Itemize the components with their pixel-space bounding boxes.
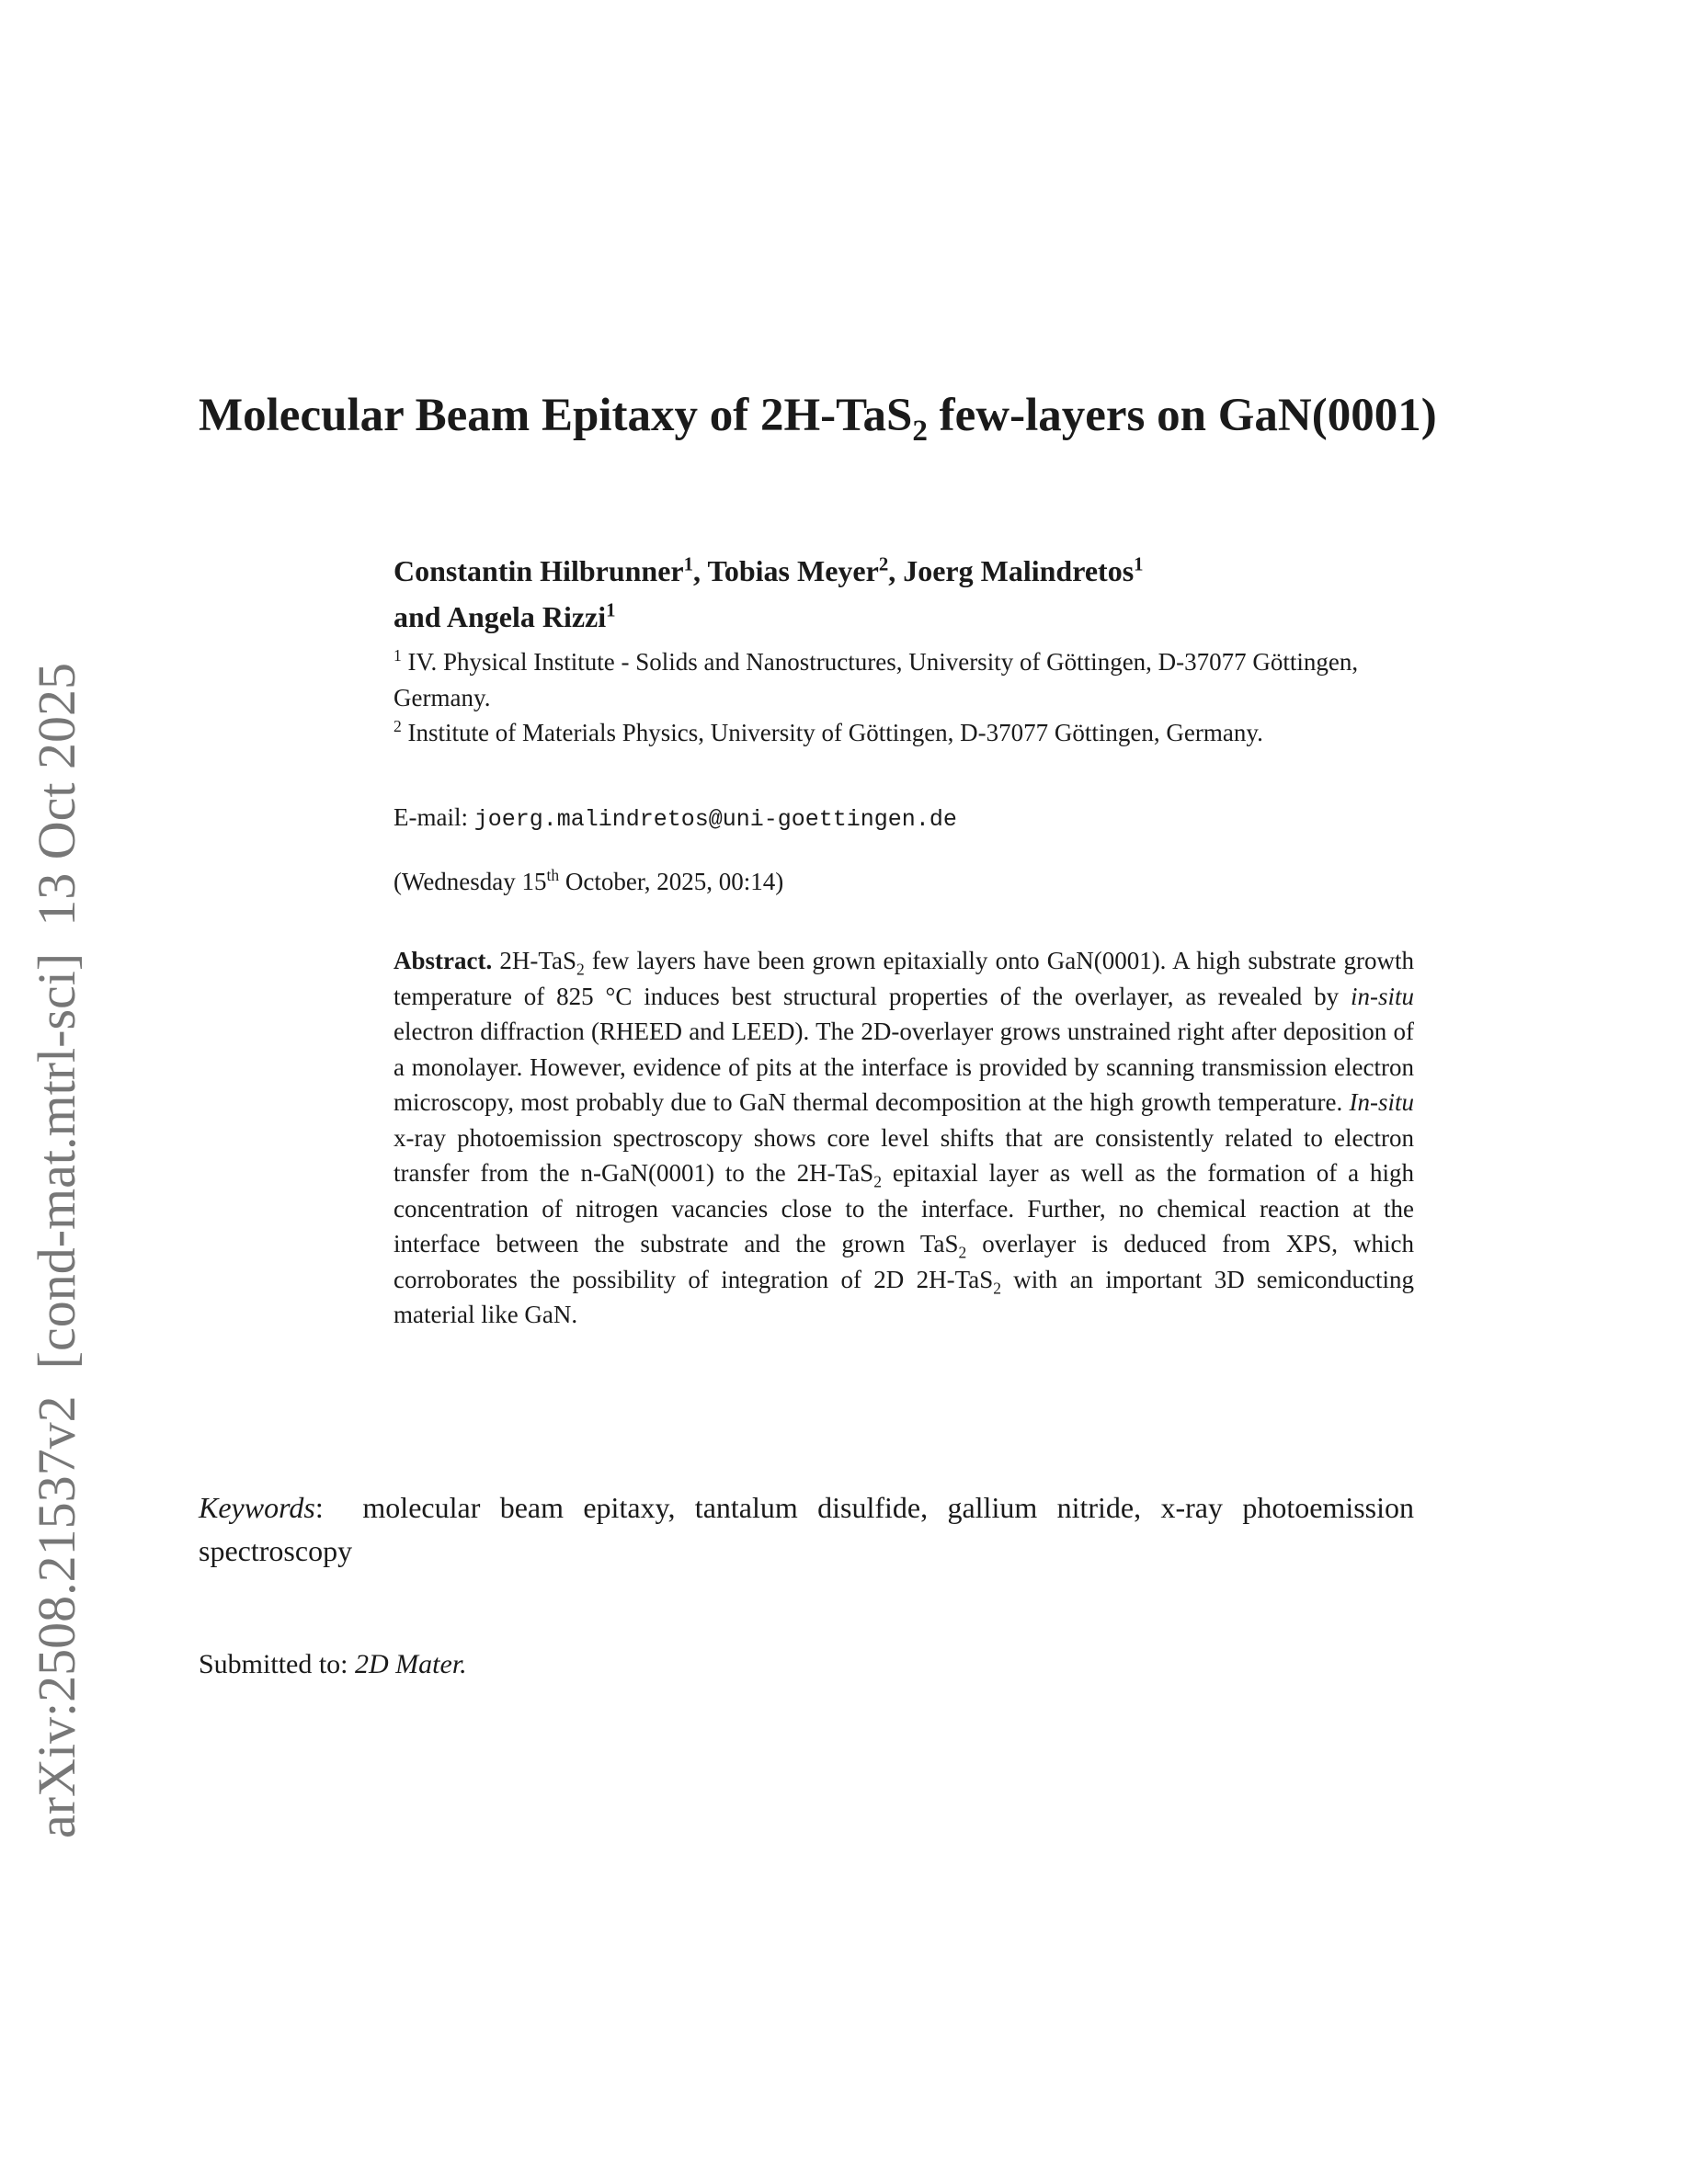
email-line: [393, 803, 957, 833]
subscript: 2: [873, 1172, 882, 1191]
author-name: Angela Rizzi: [446, 600, 607, 633]
subscript: 2: [958, 1243, 967, 1262]
abstract-text: 2H-TaS: [492, 947, 576, 974]
author-affiliation-mark: 1: [683, 553, 694, 575]
submitted-line: [199, 1649, 467, 1680]
keywords-colon: :: [314, 1491, 363, 1524]
arxiv-margin-stamp: arXiv:2508.21537v2 [cond-mat.mtrl-sci] 13 Oct 2025: [27, 663, 86, 1838]
title-subscript: 2: [912, 414, 928, 449]
abstract-text: overlayer is deduced from XPS, which corroborates the possibility of integration of 2D 2H-TaS: [393, 1230, 1414, 1293]
author-list: [393, 548, 1423, 640]
abstract-italic: in-situ: [1350, 982, 1414, 1010]
keywords-label: Keywords: [199, 1491, 315, 1524]
title-text: Molecular Beam Epitaxy of 2H-TaS: [199, 390, 913, 441]
abstract-text: electron diffraction (RHEED and LEED). The 2D-overlayer grows unstrained right after deposition of a monolayer. However, evidence of pits at the interface is provided by scanning transmission electron microscopy, most probably due to GaN thermal decomposition at the high growth temperature.: [393, 1018, 1414, 1116]
affiliation-text: Institute of Materials Physics, University of Göttingen, D-37077 Göttingen, Germany.: [401, 719, 1263, 746]
date-line: [393, 868, 783, 896]
affiliation-text: IV. Physical Institute - Solids and Nanostructures, University of Göttingen, D-37077 Göttingen, Germany.: [393, 648, 1359, 711]
author-name: Constantin Hilbrunner: [393, 554, 684, 587]
title-text-end: few-layers on GaN(0001): [927, 390, 1437, 441]
author-name: Joerg Malindretos: [903, 554, 1135, 587]
author-separator: ,: [888, 554, 904, 587]
affiliation: [393, 715, 1423, 751]
subscript: 2: [576, 960, 585, 979]
date-text-end: October, 2025, 00:14): [559, 868, 784, 895]
author-and: and: [393, 600, 447, 633]
abstract-text: epitaxial layer as well as the formation of a high concentration of nitrogen vacancies close to the interface. Further, no chemical reaction at the interface between the substrate and the grown TaS: [393, 1159, 1414, 1257]
journal-name: 2D Mater.: [355, 1649, 467, 1679]
abstract-italic: In-situ: [1349, 1088, 1414, 1116]
affiliation: [393, 644, 1423, 716]
subscript: 2: [993, 1278, 1001, 1297]
affiliation-mark: 1: [393, 646, 402, 665]
email-label: E-mail:: [393, 803, 474, 831]
abstract-label: Abstract.: [393, 947, 493, 974]
affiliation-mark: 2: [393, 717, 402, 735]
keywords-text: molecular beam epitaxy, tantalum disulfide, gallium nitride, x-ray photoemission spectroscopy: [199, 1491, 1414, 1567]
abstract-text: x-ray photoemission spectroscopy shows core level shifts that are consistently related to electron transfer from the n-GaN(0001) to the 2H-TaS: [393, 1123, 1414, 1187]
keywords: [199, 1486, 1414, 1573]
paper-title: [199, 384, 1486, 447]
author-separator: ,: [693, 554, 708, 587]
author-name: Tobias Meyer: [707, 554, 879, 587]
date-text: (Wednesday 15: [393, 868, 547, 895]
email-address[interactable]: joerg.malindretos@uni-goettingen.de: [473, 806, 957, 833]
abstract: [393, 943, 1414, 1333]
abstract-text: few layers have been grown epitaxially onto GaN(0001). A high substrate growth temperature of 825 °C induces best structural properties of the overlayer, as revealed by: [393, 947, 1414, 1010]
author-affiliation-mark: 2: [878, 553, 889, 575]
date-ordinal: th: [546, 866, 560, 884]
abstract-text: with an important 3D semiconducting material like GaN.: [393, 1265, 1415, 1328]
submitted-label: Submitted to:: [199, 1649, 356, 1679]
author-affiliation-mark: 1: [606, 599, 616, 621]
author-affiliation-mark: 1: [1134, 553, 1144, 575]
